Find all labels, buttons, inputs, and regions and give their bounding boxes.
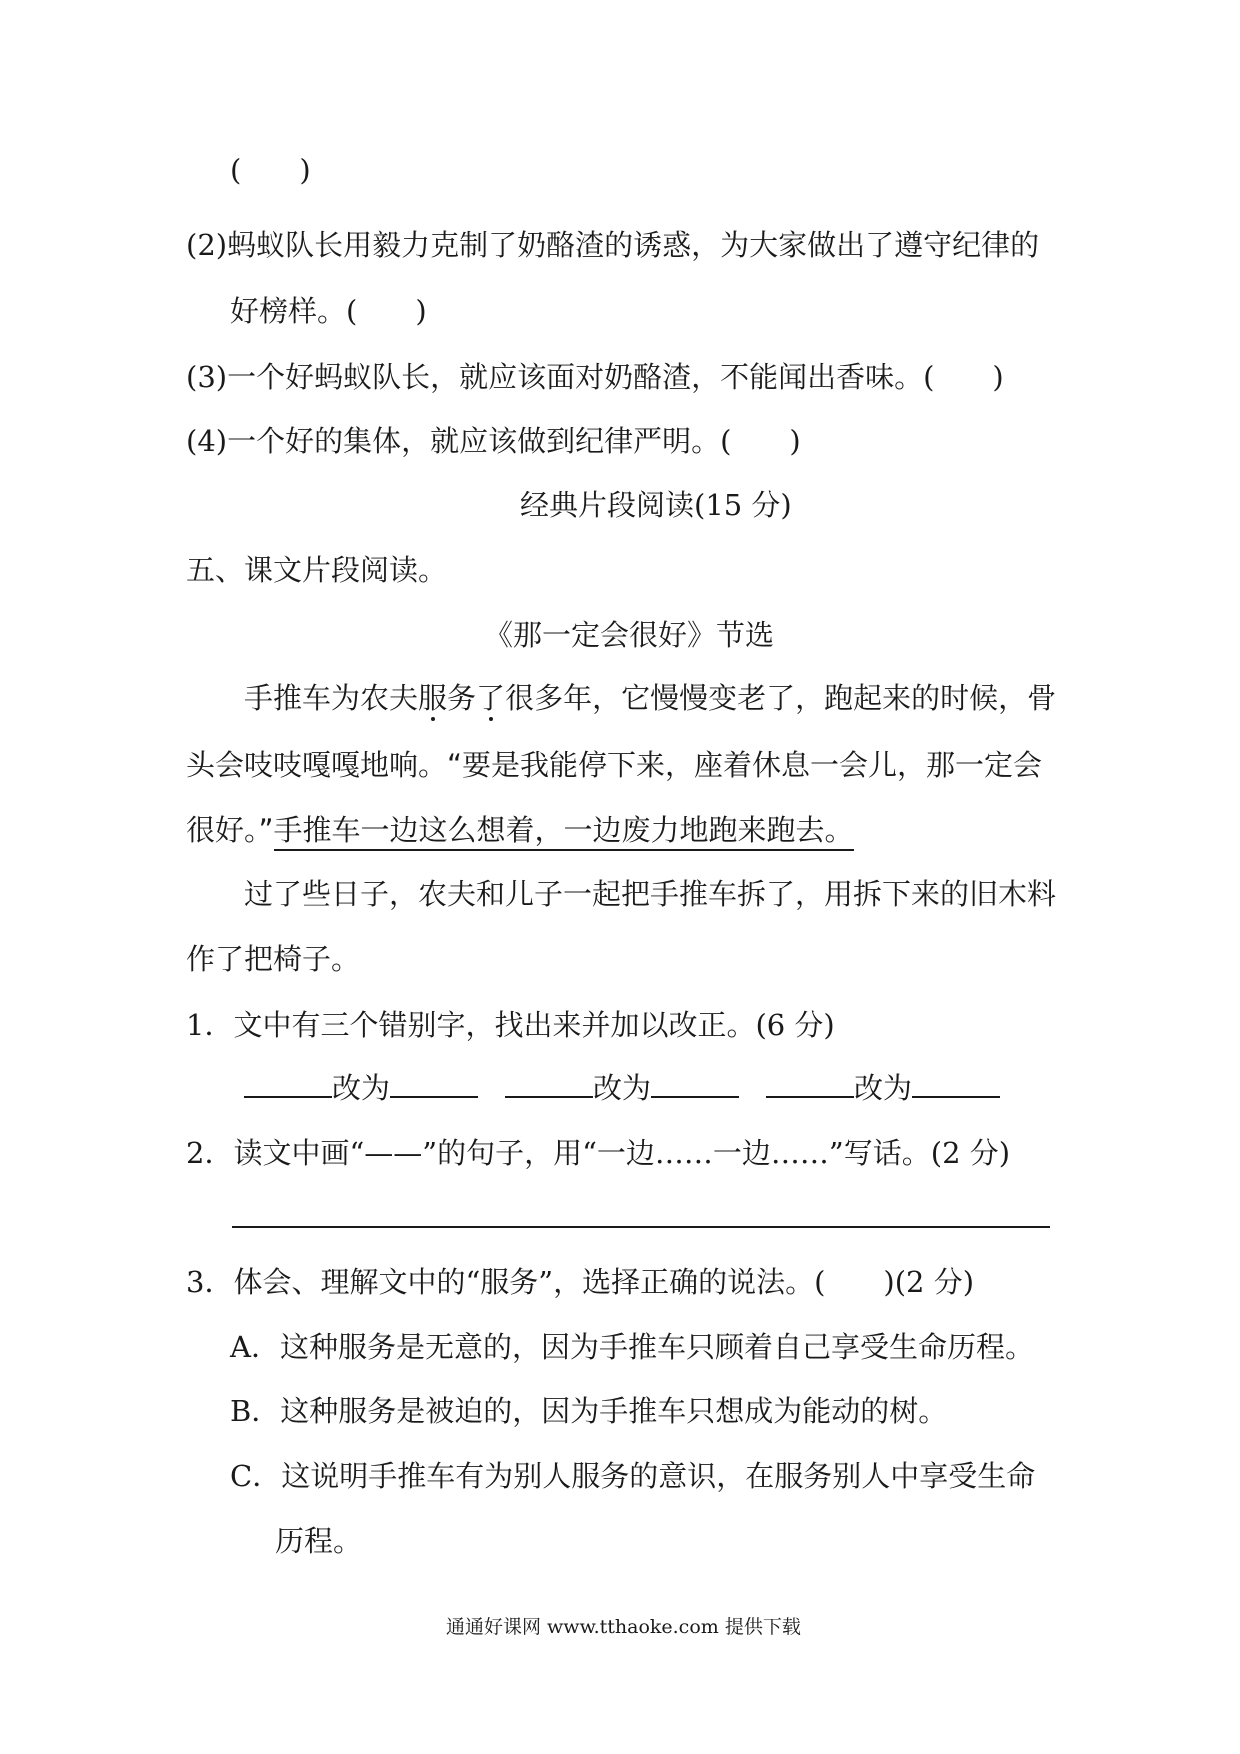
option-c-line-2: 历程。 <box>275 1524 363 1558</box>
answer-blank[interactable] <box>912 1068 1000 1098</box>
question-3: 3．体会、理解文中的“服务”，选择正确的说法。( )(2 分) <box>186 1265 975 1299</box>
underlined-sentence: 手推车一边这么想着，一边废力地跑来跑去。 <box>274 813 854 851</box>
correction-pair-2: 改为 <box>505 1068 739 1108</box>
answer-blank[interactable] <box>390 1068 478 1098</box>
question-1: 1．文中有三个错别字，找出来并加以改正。(6 分) <box>186 1008 835 1042</box>
answer-blank[interactable] <box>766 1068 854 1098</box>
option-c-line-1: C．这说明手推车有为别人服务的意识，在服务别人中享受生命 <box>230 1459 1036 1493</box>
passage-p1-line-1: 手推车为农夫服务了很多年，它慢慢变老了，跑起来的时候，骨 <box>244 681 1057 715</box>
correction-pair-1: 改为 <box>244 1068 478 1108</box>
dotted-char-le: 了 <box>476 681 506 715</box>
correction-pair-3: 改为 <box>766 1068 1000 1108</box>
section-header: 经典片段阅读(15 分) <box>520 488 792 522</box>
answer-blank[interactable] <box>505 1068 593 1098</box>
passage-p1-line-2: 头会吱吱嘎嘎地响。“要是我能停下来，座着休息一会儿，那一定会 <box>186 748 1043 782</box>
section-five-heading: 五、课文片段阅读。 <box>186 553 448 587</box>
item-2-line-1: (2)蚂蚁队长用毅力克制了奶酪渣的诱惑，为大家做出了遵守纪律的 <box>186 228 1040 262</box>
passage-p1-line-3: 很好。”手推车一边这么想着，一边废力地跑来跑去。 <box>186 810 854 850</box>
item-3: (3)一个好蚂蚁队长，就应该面对奶酪渣，不能闻出香味。( ) <box>186 360 1004 394</box>
answer-paren-top: ( ) <box>230 153 311 187</box>
item-2-line-2: 好榜样。( ) <box>230 294 427 328</box>
option-b: B．这种服务是被迫的，因为手推车只想成为能动的树。 <box>230 1394 948 1428</box>
dotted-char-fu: 服 <box>418 681 448 715</box>
option-a: A．这种服务是无意的，因为手推车只顾着自己享受生命历程。 <box>230 1330 1034 1364</box>
answer-blank[interactable] <box>244 1068 332 1098</box>
item-4: (4)一个好的集体，就应该做到纪律严明。( ) <box>186 424 801 458</box>
passage-p2-line-1: 过了些日子，农夫和儿子一起把手推车拆了，用拆下来的旧木料 <box>244 877 1057 911</box>
passage-p2-line-2: 作了把椅子。 <box>186 942 361 976</box>
passage-title: 《那一定会很好》节选 <box>484 618 775 652</box>
footer-credit: 通通好课网 www.tthaoke.com 提供下载 <box>446 1616 801 1638</box>
answer-line[interactable] <box>232 1226 1050 1228</box>
question-2: 2．读文中画“——”的句子，用“一边……一边……”写话。(2 分) <box>186 1136 1011 1170</box>
answer-blank[interactable] <box>651 1068 739 1098</box>
